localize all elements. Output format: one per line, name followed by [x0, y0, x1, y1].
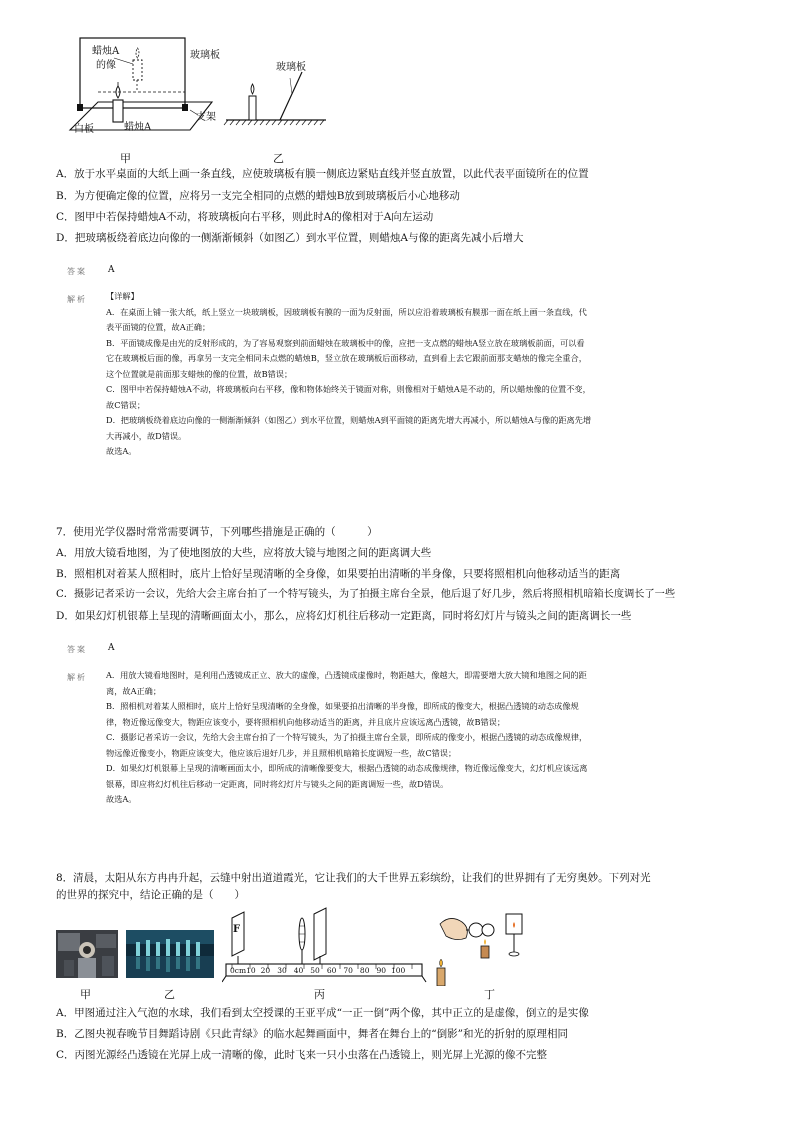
caption-q8-ding: 丁 [484, 988, 495, 1001]
q7-analysis-label: 解析 [67, 673, 87, 682]
jia-label-image-l1: 蜡烛A [92, 46, 120, 57]
q6-analysis-line: 它在玻璃板后面的像，再拿另一支完全相同未点燃的蜡烛B，竖立放在玻璃板后面移动，直到看上去它跟前面那支蜡烛的像完全重合， [106, 353, 587, 363]
q7-analysis-line: 银幕，即应将幻灯机往后移动一定距离，同时将幻灯片与镜头之间的距离调短一些，故D错误。 [106, 778, 449, 789]
bench-tick: 50 [310, 966, 320, 975]
bench-tick: 30 [277, 966, 287, 975]
q6-answer-label: 答案 [67, 267, 87, 276]
bench-tick: 100 [391, 966, 406, 975]
bench-tick: 0cm10 [230, 966, 256, 975]
caption-q8-yi: 乙 [164, 988, 175, 1001]
bench-scale [230, 966, 405, 975]
q8-option-c: C．丙图光源经凸透镜在光屏上成一清晰的像，此时飞来一只小虫落在凸透镜上，则光屏上光源的像不完整 [56, 1049, 548, 1061]
q8-stem-line1: 8．清晨，太阳从东方冉冉升起，云缝中射出道道霞光，它让我们的大千世界五彩缤纷，让我们的世界拥有了无穷奥妙。下列对光 [56, 872, 651, 884]
q6-analysis-line: 【详解】 [106, 291, 139, 301]
q7-option-a: A．用放大镜看地图，为了使地图放的大些，应将放大镜与地图之间的距离调大些 [56, 547, 432, 559]
jia-label-stand: 支架 [196, 112, 216, 123]
q7-analysis-line: A．用放大镜看地图时，是利用凸透镜成正立、放大的虚像，凸透镜成虚像时，物距越大，像越大，即需要增大放大镜和地图之间的距 [106, 670, 587, 680]
caption-q8-bing: 丙 [314, 988, 325, 1001]
q8-stem-line2: 的世界的探究中，结论正确的是（ ） [56, 889, 245, 901]
q6-analysis-line: D．把玻璃板绕着底边向像的一侧渐渐倾斜（如图乙）到水平位置，则蜡烛A到平面镜的距离先增大再减小，所以蜡烛A与像的距离先增 [106, 415, 592, 425]
q6-analysis-line: 大再减小，故D错误。 [106, 430, 187, 441]
q6-analysis-line: B．平面镜成像是由光的反射形成的，为了容易观察到前面蜡烛在玻璃板中的像，应把一支点燃的蜡烛A竖立放在玻璃板前面，可以看 [106, 337, 585, 348]
q7-analysis-line: D．如果幻灯机银幕上呈现的清晰画面太小，即所成的清晰像要变大，根据凸透镜的动态成像规律，物近像远像变大，幻灯机应该远离 [106, 763, 588, 773]
q6-analysis-label: 解析 [67, 295, 87, 304]
q7-analysis-line: 物远像近像变小，物距应该变大，他应该后退好几步，并且照相机暗箱长度调短一些，故C错误； [106, 747, 457, 758]
q7-analysis-line: B．照相机对着某人照相时，底片上恰好呈现清晰的全身像，如果要拍出清晰的半身像，即所成的像变大，根据凸透镜的动态成像规 [106, 701, 579, 711]
q6-analysis-line: 这个位置就是前面那支蜡烛的像的位置，故B错误； [106, 368, 293, 379]
yi-label-glass: 玻璃板 [276, 62, 306, 73]
q7-option-d: D．如果幻灯机银幕上呈现的清晰画面太小，那么，应将幻灯机往后移动一定距离，同时将幻灯片与镜头之间的距离调长一些 [56, 610, 632, 622]
q7-analysis [106, 668, 746, 808]
caption-q8-jia: 甲 [80, 988, 91, 1001]
q6-analysis-line: 表平面镜的位置，故A正确； [106, 322, 211, 332]
q6-option-c: C．图甲中若保持蜡烛A不动，将玻璃板向右平移，则此时A的像相对于A向左运动 [56, 211, 434, 223]
q8-option-a: A．甲图通过注入气泡的水球，我们看到太空授课的王亚平成“一正一倒”两个像，其中正立的是虚像，倒立的是实像 [56, 1007, 589, 1019]
q7-option-b: B．照相机对着某人照相时，底片上恰好呈现清晰的全身像，如果要拍出清晰的半身像，只要将照相机向他移动适当的距离 [56, 568, 621, 580]
caption-yi: 乙 [273, 152, 284, 165]
jia-label-image-l2: 的像 [96, 60, 116, 71]
q7-analysis-line: C．摄影记者采访一会议，先给大会主席台拍了一个特写镜头，为了拍摄主席台全景，即所成的像变小，根据凸透镜的动态成像规律， [106, 732, 588, 742]
jia-label-board: 白板 [74, 124, 94, 135]
bench-tick: 40 [293, 966, 304, 975]
figure-hand-lens [436, 908, 536, 964]
caption-jia: 甲 [120, 152, 131, 165]
q6-analysis-line: 故选A。 [106, 446, 137, 456]
q6-analysis-line: C．图甲中若保持蜡烛A不动，将玻璃板向右平移，像和物体始终关于镜面对称，则像相对于蜡烛A是不动的，所以蜡烛像的位置不变， [106, 384, 591, 394]
q7-answer: A [108, 643, 115, 653]
q6-option-d: D．把玻璃板绕着底边向像的一侧渐渐倾斜（如图乙）到水平位置，则蜡烛A与像的距离先减小后增大 [56, 232, 524, 244]
q7-analysis-line: 律，物近像远像变大，物距应该变小，要将照相机向他移动适当的距离，并且底片应该远离凸透镜，故B错误； [106, 716, 506, 727]
photo-dancers [126, 930, 214, 978]
q7-stem: 7．使用光学仪器时常常需要调节，下列哪些措施是正确的（ ） [56, 526, 378, 538]
q6-analysis-line: A．在桌面上铺一张大纸，纸上竖立一块玻璃板，因玻璃板有膜的一面为反射面，所以应沿着玻璃板有膜那一面在纸上画一条直线，代 [106, 306, 587, 317]
q8-option-b: B．乙图央视春晚节目舞蹈诗剧《只此青绿》的临水起舞画面中，舞者在舞台上的“倒影”和光的折射的原理相同 [56, 1028, 568, 1040]
bench-tick: 60 [326, 966, 337, 975]
jia-label-candle: 蜡烛A [124, 122, 152, 133]
q6-analysis-line: 故C错误； [106, 399, 146, 410]
jia-label-glass: 玻璃板 [190, 50, 220, 61]
bench-tick: 80 [359, 966, 370, 975]
q7-analysis-line: 故选A。 [106, 794, 137, 804]
q6-option-b: B．为方便确定像的位置，应将另一支完全相同的点燃的蜡烛B放到玻璃板后小心地移动 [56, 190, 460, 202]
q7-answer-label: 答案 [67, 645, 87, 654]
bench-tick: 70 [343, 966, 353, 975]
q7-option-c: C．摄影记者采访一会议，先给大会主席台拍了一个特写镜头，为了拍摄主席台全景，他后退了好几步，然后将照相机暗箱长度调长了一些 [56, 589, 676, 600]
q6-answer: A [108, 265, 115, 275]
q6-option-a: A．放于水平桌面的大纸上画一条直线，应使玻璃板有膜一侧底边紧贴直线并竖直放置，以此代表平面镜所在的位置 [56, 168, 589, 180]
bench-tick: 20 [260, 966, 271, 975]
bench-label-F: F [233, 924, 241, 935]
bench-tick: 90 [376, 966, 387, 975]
photo-astronaut [56, 930, 118, 978]
q6-analysis [106, 289, 746, 460]
q7-analysis-line: 离，故A正确； [106, 685, 162, 696]
